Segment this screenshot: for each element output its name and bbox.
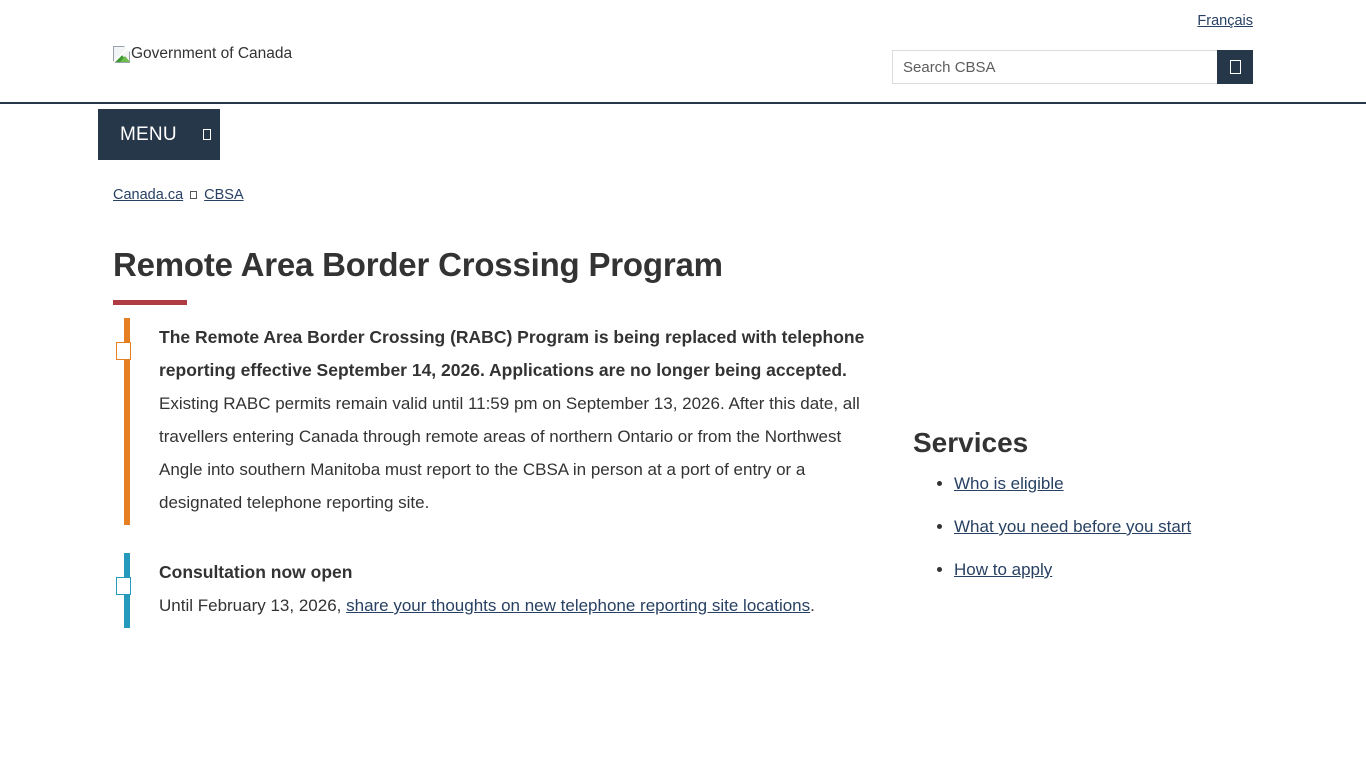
info-icon — [116, 577, 131, 595]
page-title: Remote Area Border Crossing Program — [113, 246, 723, 283]
primary-column — [113, 318, 873, 656]
logo-alt-text: Government of Canada — [131, 45, 293, 62]
menu-band — [0, 104, 1366, 161]
content-columns — [113, 318, 1253, 656]
services-link-who-is-eligible[interactable]: Who is eligible — [954, 474, 1064, 493]
alert-body: Existing RABC permits remain valid until 11:59 pm on September 13, 2026. After this date, all travellers entering Canada through remote areas of northern Ontario or from the Northwest Angle into southern Manitoba must report to the CBSA in person at a port of entry or a designated telephone reporting site. — [159, 394, 860, 512]
services-heading: Services — [913, 427, 1029, 458]
broken-image-icon — [113, 46, 130, 63]
alert-body-text-after-link: . — [810, 596, 815, 615]
government-of-canada-logo[interactable] — [113, 44, 292, 64]
menu-button[interactable] — [98, 109, 220, 160]
search-icon — [1230, 60, 1241, 74]
services-link-how-to-apply[interactable]: How to apply — [954, 560, 1053, 579]
title-underline-rule — [113, 300, 187, 305]
services-link-what-you-need[interactable]: What you need before you start — [954, 517, 1192, 536]
search-button[interactable] — [1217, 50, 1253, 84]
search-input[interactable] — [892, 50, 1217, 84]
language-toggle-link[interactable]: Français — [1197, 13, 1253, 29]
alert-warning-rabc-replacement — [113, 318, 873, 525]
site-header — [0, 0, 1366, 104]
list-item — [954, 559, 1253, 581]
consultation-link[interactable]: share your thoughts on new telephone reporting site locations — [346, 596, 811, 615]
alert-title: Consultation now open — [159, 562, 353, 582]
alert-info-consultation — [113, 553, 873, 628]
hamburger-icon — [203, 129, 211, 140]
services-link-list — [913, 473, 1253, 581]
services-sidebar — [913, 318, 1253, 602]
breadcrumb-separator-icon — [190, 191, 197, 199]
language-toggle — [1197, 11, 1253, 31]
site-search — [892, 50, 1253, 84]
breadcrumb-item-canada-ca[interactable]: Canada.ca — [113, 187, 184, 203]
list-item — [954, 516, 1253, 538]
breadcrumb-item-cbsa[interactable]: CBSA — [204, 187, 244, 203]
main-content — [113, 245, 1253, 656]
alert-title: The Remote Area Border Crossing (RABC) Program is being replaced with telephone reporting effective September 14, 2026. Applications are no longer being accepted. — [159, 327, 865, 380]
alert-body-text-before-link: Until February 13, 2026, — [159, 596, 347, 615]
breadcrumb — [113, 185, 244, 205]
warning-icon — [116, 342, 131, 360]
menu-button-label: MENU — [120, 123, 177, 145]
alert-body — [159, 589, 873, 622]
list-item — [954, 473, 1253, 495]
